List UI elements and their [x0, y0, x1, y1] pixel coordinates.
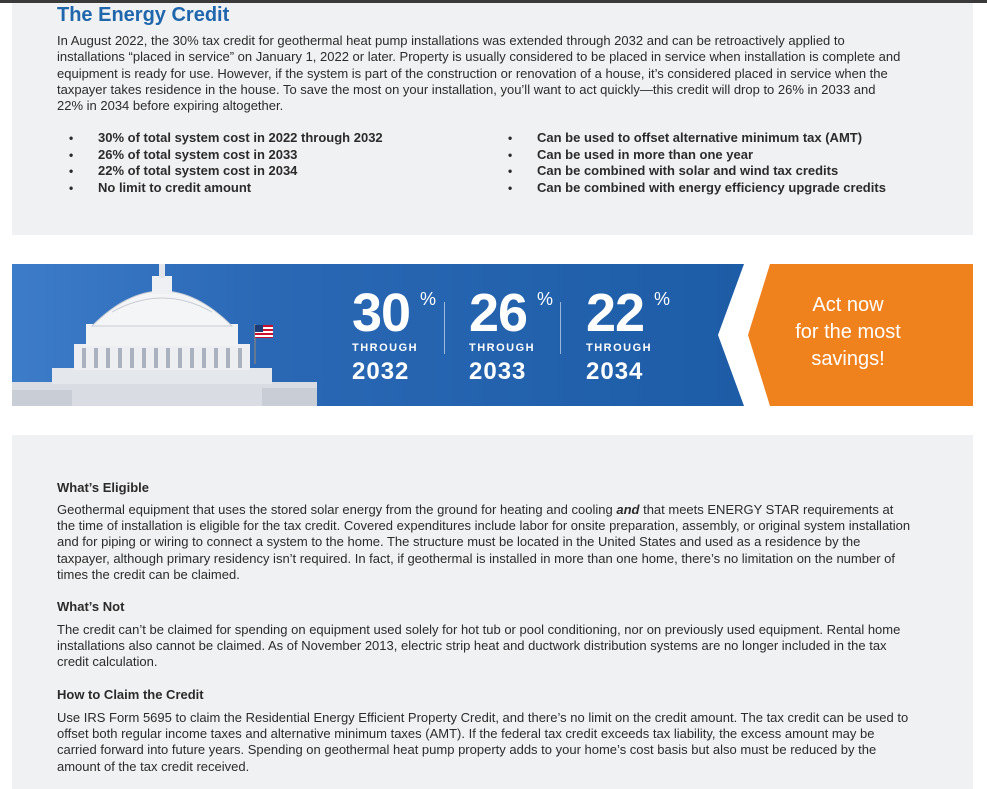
credit-banner	[12, 264, 973, 406]
stat-percent: 22	[586, 283, 645, 343]
section-heading-eligible: What’s Eligible	[57, 480, 149, 495]
list-item: • Can be used to offset alternative minimum tax (AMT)	[508, 130, 886, 147]
benefit-list-right	[508, 130, 886, 196]
details-panel	[12, 435, 973, 789]
section-text-eligible	[57, 502, 912, 583]
stat-year: 2032	[352, 358, 410, 385]
cta-text	[768, 292, 928, 373]
list-item: • Can be used in more than one year	[508, 147, 886, 164]
list-item: • 26% of total system cost in 2033	[69, 147, 383, 164]
cta-line: Act now	[812, 294, 884, 316]
section-heading-claim: How to Claim the Credit	[57, 687, 204, 702]
percent-sign: %	[420, 289, 437, 309]
list-item: • 30% of total system cost in 2022 through 2032	[69, 130, 383, 147]
list-item: • Can be combined with energy efficiency upgrade credits	[508, 180, 886, 197]
list-item: • No limit to credit amount	[69, 180, 383, 197]
cta-line: for the most	[795, 321, 901, 343]
stat-divider	[560, 302, 561, 354]
stat-through: THROUGH	[469, 342, 536, 354]
stat-percent: 26	[469, 283, 528, 343]
section-text-not: The credit can’t be claimed for spending on equipment used solely for hot tub or pool conditioning, nor on previously used equipment. Rental home installations also cannot be claimed. As of November 2013, electric strip heat and ductwork distribution systems are no longer included in the tax credit calculation.	[57, 622, 901, 670]
text-run: Geothermal equipment that uses the stored solar energy from the ground for heating and cooling	[57, 502, 617, 517]
stat-divider	[444, 302, 445, 354]
text-run: that meets ENERGY STAR requirements at the time of installation is eligible for the tax credit. Covered expenditures include labor for onsite preparation, assembly, or original system installation and for piping or wiring to connect a system to the home. The structure must be located in the United States and used as a residence by the taxpayer, although primary residency isn’t required. In fact, if geothermal is installed in more than one home, there’s no limitation on the number of times the credit can be claimed.	[57, 502, 911, 582]
percent-sign: %	[537, 289, 554, 309]
list-item: • 22% of total system cost in 2034	[69, 163, 383, 180]
stat-year: 2033	[469, 358, 527, 385]
percent-sign: %	[654, 289, 671, 309]
benefit-list-left	[69, 130, 383, 196]
page-title: The Energy Credit	[57, 4, 230, 26]
stat-through: THROUGH	[586, 342, 653, 354]
section-heading-not: What’s Not	[57, 599, 125, 614]
section-text-claim: Use IRS Form 5695 to claim the Residential Energy Efficient Property Credit, and there’s no limit on the credit amount. The tax credit can be used to offset both regular income taxes and alternative minimum taxes (AMT). If the federal tax credit exceeds tax liability, the excess amount may be carried forward into future years. Spending on geothermal heat pump property adds to your home’s cost basis but also must be reduced by the amount of the tax credit received.	[57, 710, 909, 774]
list-item: • Can be combined with solar and wind tax credits	[508, 163, 886, 180]
stat-through: THROUGH	[352, 342, 419, 354]
cta-line: savings!	[811, 348, 885, 370]
intro-paragraph: In August 2022, the 30% tax credit for geothermal heat pump installations was extended through 2032 and can be retroactively applied to installations “placed in service” on January 1, 2022 or later. Property is usually considered to be placed in service when installation is complete and equipment is ready for use. However, if the system is part of the construction or renovation of a house, it’s considered placed in service when the taxpayer takes residence in the house. To save the most on your installation, you’ll want to act quickly—this credit will drop to 26% in 2033 and 22% in 2034 before expiring altogether.	[57, 33, 901, 114]
intro-panel	[12, 3, 973, 235]
stat-percent: 30	[352, 283, 411, 343]
stat-year: 2034	[586, 358, 644, 385]
emphasis-text: and	[616, 502, 640, 517]
